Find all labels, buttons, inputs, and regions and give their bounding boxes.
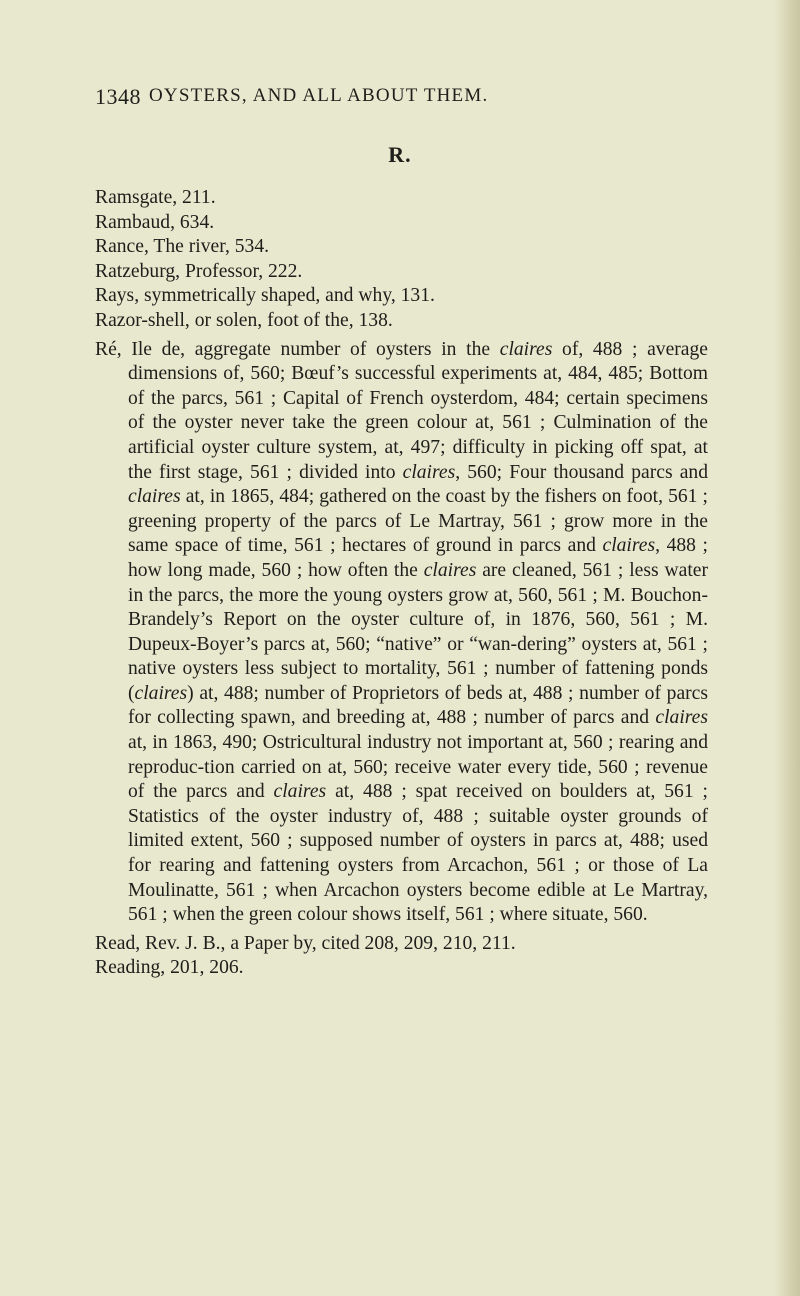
index-entry: Read, Rev. J. B., a Paper by, cited 208, 209, 210, 211. (95, 932, 516, 954)
index-entry: Rance, The river, 534. (95, 236, 270, 258)
running-title: OYSTERS, AND ALL ABOUT THEM. (149, 85, 489, 106)
page-edge-shadow (774, 0, 800, 1296)
entry-text: are cleaned, 561 ; less water in the parcs, the more the young oysters grow at, 560, 561 ; M. Bouchon-Brandely’s Report on the oyster culture of, in 1876, 560, 561 ; M. Dupeux-Boyer’s parcs at, 560; “native” or “wan-dering” oysters at, 561 ; native oysters less subject to mortality, 561 ; number of fattening ponds ( (128, 559, 708, 704)
italic-term: claires (128, 486, 181, 508)
index-list (95, 186, 708, 981)
entry-text: at, in 1865, 484; gathered on the coast by the fishers on foot, 561 ; greening property of the parcs of Le Martray, 561 ; grow more in the same space of time, 561 ; hectares of ground in parcs and (128, 486, 708, 557)
index-entry: Rays, symmetrically shaped, and why, 131. (95, 285, 435, 307)
section-letter: R. (388, 142, 412, 167)
italic-term: claires (655, 707, 708, 729)
entry-text: , 488 ; how long made, 560 ; how often the (128, 535, 709, 581)
entry-text: at, in 1863, 490; Ostricultural industry not important at, 560 ; rearing and reproduc-tion carried on at, 560; receive water every tide, 560 ; revenue of the parcs and (128, 732, 708, 803)
entry-text: at, 488 ; spat received on boulders at, 561 ; Statistics of the oyster industry of, 488 ; suitable oyster grounds of limited extent, 560 ; supposed number of oysters in parcs at, 488; used for rearing and fattening oysters from Arcachon, 561 ; or those of La Moulinatte, 561 ; when Arcachon oysters become edible at Le Martray, 561 ; when the green colour shows itself, 561 ; where situate, 560. (128, 781, 709, 926)
italic-term: claires (602, 535, 656, 557)
entry-text: ) at, 488; number of Proprietors of beds at, 488 ; number of parcs for collecting spawn, and breeding at, 488 ; number of parcs and (128, 682, 708, 729)
index-entry: Ramsgate, 211. (95, 187, 216, 208)
italic-term: claires (423, 559, 477, 581)
index-entry: Reading, 201, 206. (95, 957, 244, 979)
page-number: 1348 (95, 84, 141, 109)
italic-term: claires (402, 461, 456, 483)
italic-term: claires (499, 338, 553, 360)
index-entry-re-ile-de (95, 338, 708, 928)
index-entry: Rambaud, 634. (95, 211, 215, 233)
entry-text: Ré, Ile de, aggregate number of oysters in the (95, 338, 500, 360)
index-entry: Ratzeburg, Professor, 222. (95, 260, 303, 282)
entry-text: , 560; Four thousand parcs and (455, 461, 708, 483)
italic-term: claires (273, 781, 327, 803)
entry-text: of, 488 ; average dimensions of, 560; Bœuf’s successful experiments at, 484, 485; Bottom of the parcs, 561 ; Capital of French oysterdom, 484; certain specimens of the oyster never take the green colour at, 561 ; Culmination of the artificial oyster culture system, at, 497; difficulty in picking off spat, at the first stage, 561 ; divided into (128, 338, 708, 483)
index-entry: Razor-shell, or solen, foot of the, 138. (95, 309, 393, 331)
italic-term: claires (134, 682, 188, 704)
